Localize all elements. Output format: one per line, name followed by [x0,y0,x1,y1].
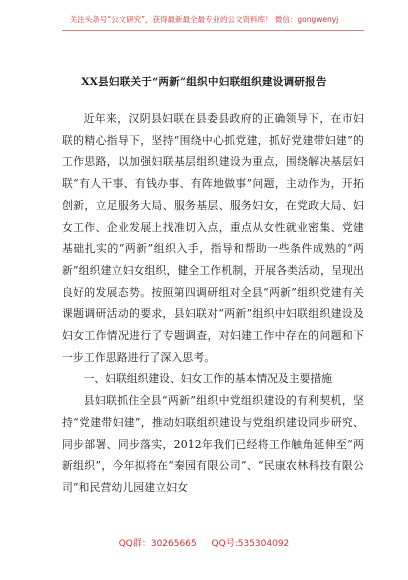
header-banner: 关注头条号“公文研究”，获得最新最全最专业的公文资料库！ 微信：gongwenyj [69,15,339,24]
section-paragraph: 县妇联抓住全县“两新”组织中党组织建设的有利契机，坚持“党建带妇建”，推动妇联组织建设与党组织建设同步研究、同步部署、同步落实，2012年我们已经将工作触角延伸至“两新组织”，今年拟将在“秦园有限公司”、“民康农林科技有限公司”和民营幼儿园建立妇女 [62,394,364,494]
body-paragraph: 近年来，汉阴县妇联在县委县政府的正确领导下，在市妇联的精心指导下，坚持“围绕中心抓党建，抓好党建带妇建”的工作思路，以加强妇联基层组织建设为重点，围绕解决基层妇联“有人干事、有钱办事、有阵地做事”问题，主动作为，开拓创新，立足服务大局、服务基层、服务妇女，在党政大局、妇女工作、企业发展上找准切入点，重点从女性就业密集、党建基础扎实的“两新”组织入手，指导和帮助一些条件成熟的“两新”组织建立妇女组织，健全工作机制，开展各类活动，呈现出良好的发展态势。按照第四调研组对全县“两新”组织党建有关课题调研活动的要求，县妇联对“两新”组织中妇联组织建设及妇女工作情况进行了专题调查，对妇建工作中存在的问题和下一步工作思路进行了深入思考。 [62,112,364,364]
qq-number-text: QQ号:535304092 [211,539,290,549]
qq-group-text: QQ群：30265665 [118,539,197,549]
document-body [62,108,364,499]
footer-contact [0,536,408,549]
header-divider [62,30,364,31]
section-heading: 一、妇联组织建设、妇女工作的基本情况及主要措施 [83,372,332,386]
document-title: XX县妇联关于“两新”组织中妇联组织建设调研报告 [81,76,327,88]
